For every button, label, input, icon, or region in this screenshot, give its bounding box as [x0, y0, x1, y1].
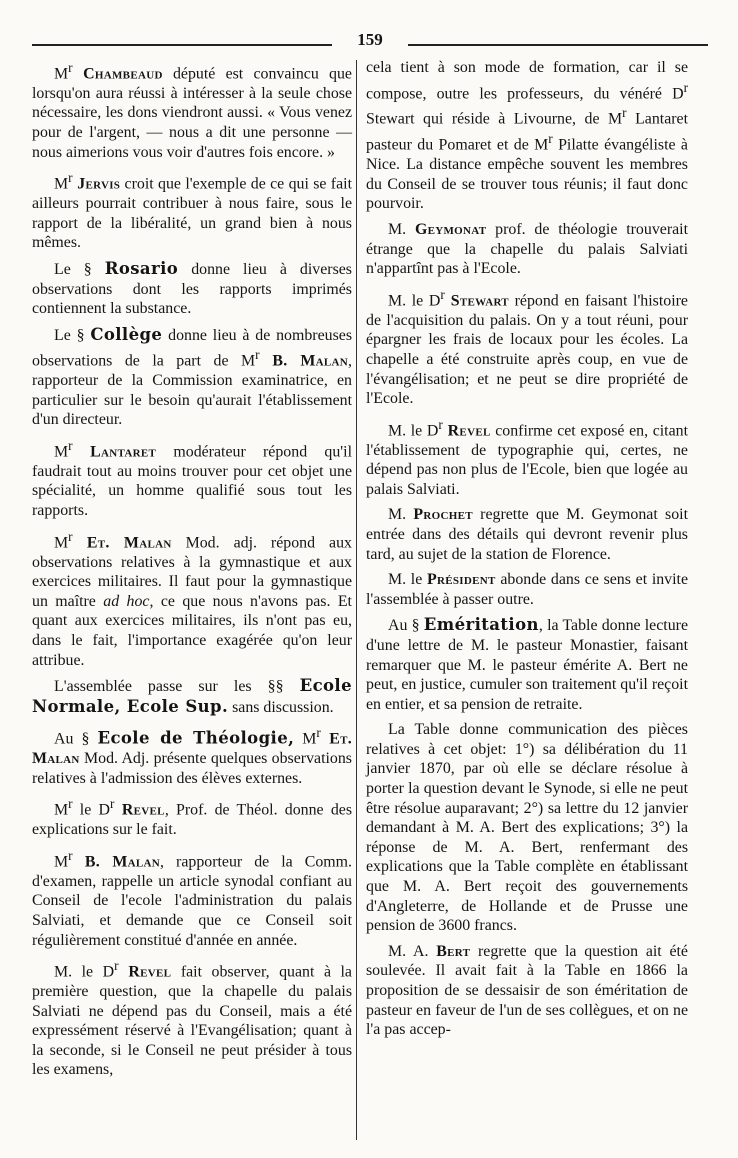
superscript: r — [440, 286, 445, 302]
text-run: M. — [388, 506, 414, 524]
superscript: r — [438, 416, 443, 432]
superscript: r — [316, 725, 321, 741]
name-smallcaps: Revel — [442, 421, 491, 439]
name-smallcaps: Président — [426, 571, 496, 589]
text-run: Au § — [54, 730, 98, 748]
text-run: cela tient à son mode de formation, car il se compose, outre les professeurs, du vénéré D — [366, 59, 688, 102]
text-run: modérateur répond qu'il faudrait tout au moins trouver pour cet objet une spécialité, un homme qualifié sous tout les rapports. — [32, 443, 352, 520]
paragraph — [366, 505, 688, 564]
text-run: M — [294, 730, 317, 748]
text-run: Pilatte évangéliste à Nice. La distance empêche souvent les membres du Conseil de se trouver tous réunis; il faut donc pourvoir. — [366, 136, 688, 213]
name-smallcaps: Bert — [436, 942, 471, 960]
text-run: répond en faisant l'histoire de l'acquisition du palais. On y a tout réuni, pour épargner les frais de locaux pour les écoles. La chapelle a été construite après coup, en vue de l'évangélisation; et ne peut se dire propriété de l'Ecole. — [366, 292, 688, 408]
paragraph — [32, 794, 352, 839]
paragraph — [366, 220, 688, 279]
text-run: donne lieu à diverses observations dont les rapports imprimés contiennent la substance. — [32, 260, 352, 318]
text-run: M — [54, 175, 69, 193]
section-title: Collège — [90, 324, 163, 344]
paragraph — [366, 942, 688, 1040]
text-run: sans discussion. — [228, 698, 334, 716]
superscript: r — [548, 131, 553, 147]
paragraph — [32, 956, 352, 1080]
text-run: , rapporteur de la Comm. d'examen, rappelle un article synodal confiant au Conseil de l'ecole l'administration du palais Salviati, et demande que ce Conseil soit régulièrement constitué d'année en année. — [32, 853, 352, 949]
header-rule-right — [408, 44, 708, 46]
name-smallcaps: Stewart — [444, 292, 509, 310]
text-run: L'assemblée passe sur les §§ — [54, 678, 300, 696]
paragraph — [32, 259, 352, 319]
paragraph — [366, 570, 688, 609]
text-run: Lantaret pasteur du Pomaret et de M — [366, 110, 689, 154]
text-run: croit que l'exemple de ce qui se fait ailleurs pourrait contribuer à nous faire, sous le rapport de la libéralité, un grand bien à nous mêmes. — [32, 175, 352, 252]
paragraph — [32, 436, 352, 521]
text-run: , rapporteur de la Commission examinatrice, en particulier sur le besoin qu'aurait l'établissement d'un directeur. — [32, 352, 352, 429]
superscript: r — [114, 958, 119, 974]
left-column — [32, 58, 352, 1086]
paragraph — [366, 720, 688, 936]
superscript: r — [68, 437, 73, 453]
superscript: r — [68, 60, 73, 75]
superscript: r — [109, 796, 115, 812]
superscript: r — [622, 105, 627, 121]
superscript: r — [683, 79, 688, 95]
name-smallcaps: Geymonat — [414, 221, 487, 239]
paragraph — [32, 325, 352, 430]
name-smallcaps: Lantaret — [72, 443, 157, 461]
text-run: M. le D — [54, 963, 115, 981]
text-run: fait observer, quant à la première question, que la chapelle du palais Salviati ne dépend pas du Conseil, mais a été expressément réservé à l'Evangélisation; quant à la seconde, si le Conseil ne peut présider à tous les examens, — [32, 963, 352, 1079]
superscript: r — [68, 528, 73, 544]
text-run: député est convaincu que lorsqu'on aura réussi à intéresser à la seule chose nécessaire, les dons viendront aussi. « Vous venez pour de l'argent, — nous a dit une personne — nous aimerions vous voir d'autres fois encore. » — [32, 65, 352, 161]
text-run: M. le D — [388, 292, 441, 310]
text-run: regrette que M. Geymonat soit entrée dans des détails qui devront revenir plus tard, au sujet de la station de Florence. — [366, 506, 688, 563]
text-run: M. le — [388, 571, 427, 589]
text-run: Au § — [388, 617, 424, 635]
text-run: , la Table donne lecture d'une lettre de M. le pasteur Monastier, faisant remarquer que M. le pasteur émérite A. Bert ne peut, en justice, cumuler son traitement qu'il reçoit en entier, et sa pension de retraite. — [366, 617, 688, 713]
name-smallcaps: B. Malan — [72, 853, 161, 871]
paragraph — [32, 676, 352, 717]
text-run: abonde dans ce sens et invite l'assemblée à passer outre. — [366, 571, 689, 608]
name-smallcaps: Jervis — [72, 175, 121, 193]
paragraph — [32, 527, 352, 670]
text-run: M. le D — [388, 421, 439, 439]
text-run: regrette que la question ait été soulevée. Il avait fait à la Table en 1866 la proposition de se dessaisir de son éméritation de pasteur en faveur de l'un de ses collègues, et on ne l'a pas accep- — [366, 942, 688, 1039]
paragraph — [366, 285, 688, 409]
right-column — [366, 58, 688, 1046]
text-run: donne lieu à de nombreuses observations de la part de M — [32, 326, 353, 370]
page-header — [32, 30, 708, 54]
paragraph — [366, 615, 688, 714]
name-smallcaps: Et. Malan — [72, 533, 172, 551]
name-smallcaps: Revel — [114, 801, 165, 819]
paragraph — [32, 723, 352, 788]
text-run: M. — [388, 221, 415, 239]
text-run: M — [54, 533, 69, 551]
italic-text: ad hoc — [103, 592, 150, 610]
paragraph — [32, 846, 352, 950]
text-run: M. A. — [388, 942, 437, 960]
text-run: M — [54, 853, 69, 871]
column-divider — [356, 60, 357, 1140]
text-run: , Prof. de Théol. donne des explications sur le fait. — [32, 801, 352, 839]
text-run: Mod. Adj. présente quelques observations relatives à l'admission des élèves externes. — [32, 750, 352, 787]
name-smallcaps: Chambeaud — [72, 65, 163, 83]
name-smallcaps: B. Malan — [259, 352, 349, 370]
text-run: M — [54, 65, 69, 83]
name-smallcaps: Revel — [118, 963, 172, 981]
section-title: Ecole de Théologie, — [97, 728, 295, 748]
text-run: le D — [72, 801, 110, 819]
name-smallcaps: Prochet — [413, 506, 473, 524]
paragraph — [366, 415, 688, 500]
text-run: Le § — [54, 326, 91, 344]
text-run: prof. de théologie trouverait étrange que la chapelle du palais Salviati n'appartînt pas à l'Ecole. — [366, 221, 688, 278]
header-rule-left — [32, 44, 332, 46]
text-run: La Table donne communication des pièces relatives à cet objet: 1°) sa délibération du 11 janvier 1870, par où elle se déclare résolue à porter la question devant le Synode, si elle ne peut être résolue auparavant; 2°) sa lettre du 12 janvier demandant à M. A. Bert des explications; 3°) la réponse de M. A. Bert, renfermant des explications que la Table complète en établissant que M. A. Bert reçoit des gouvernements d'Angleterre, de Hollande et de Prusse une pension de 3600 francs. — [366, 721, 688, 935]
text-run: confirme cet exposé en, citant l'établissement de typographie qui, certes, ne dépend pas non plus de l'Ecole, bien que logée au palais Salviati. — [366, 421, 688, 498]
superscript: r — [255, 347, 260, 363]
page-number: 159 — [357, 30, 383, 49]
superscript: r — [68, 796, 73, 812]
name-smallcaps: Et. Malan — [32, 730, 352, 768]
paragraph-continued — [366, 58, 688, 214]
paragraph — [32, 58, 352, 162]
text-run: Mod. adj. répond aux observations relatives à la gymnastique et aux exercices militaires. Il faut pour la gymnastique un maître — [32, 533, 352, 610]
text-run: Stewart qui réside à Livourne, de M — [366, 110, 623, 128]
section-title: Rosario — [104, 258, 179, 278]
text-run: M — [54, 443, 69, 461]
superscript: r — [68, 170, 73, 186]
text-run: M — [54, 801, 69, 819]
text-run: , ce que nous n'avons pas. Et quant aux exercices militaires, ils n'ont pas eu, dans le fait, l'importance exagérée qu'on leur attribue. — [32, 592, 352, 669]
section-title: Eméritation — [423, 615, 539, 635]
paragraph — [32, 168, 352, 253]
section-title: Ecole Normale, Ecole Sup. — [32, 676, 352, 716]
text-run: Le § — [54, 260, 105, 278]
superscript: r — [68, 847, 73, 863]
